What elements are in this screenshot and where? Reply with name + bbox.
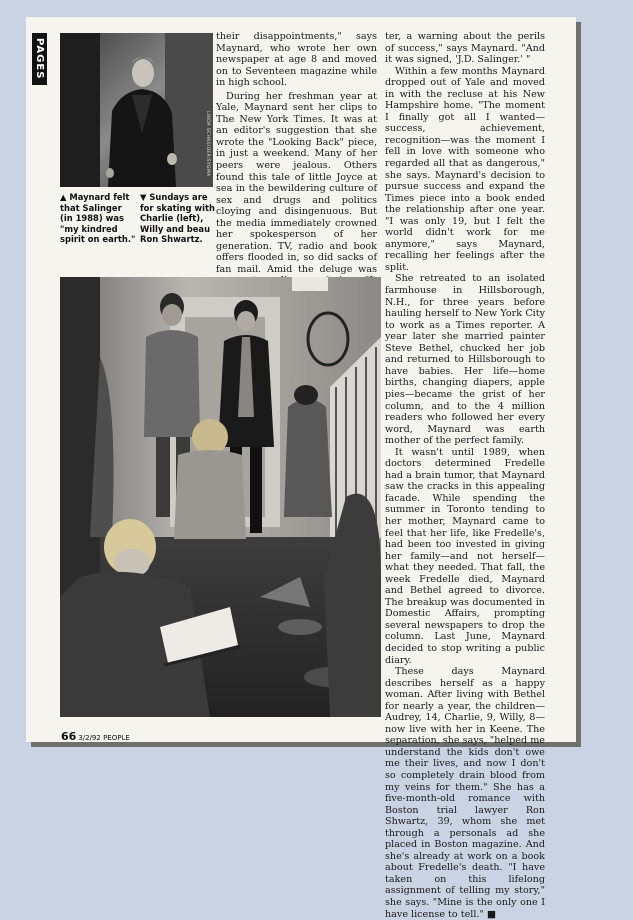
column-3-paragraph-4: It wasn't until 1989, when doctors determined Fredelle had a brain tumor, that Maynard saw the cracks in this appealing facade. While spending the summer in Toronto tending to her mother, Maynard came to feel that her life, like Fredelle's, had been too invested in giving her family—and not herself—what they needed. That fall, the week Fredelle died, Maynard and Bethel agreed to divorce. The breakup was documented in Domestic Affairs, prompting several newspapers to drop the column. Last June, Maynard decided to stop writing a public diary. xyxy=(385,446,545,666)
column-2-paragraph-1: their disappointments," says Maynard, who wrote her own newspaper at age 8 and moved on to Seventeen magazine while in high school. xyxy=(216,31,377,89)
article-column-2 xyxy=(216,31,377,299)
salinger-photo-art xyxy=(60,33,213,187)
family-photo xyxy=(60,277,381,717)
column-3-paragraph-1: ter, a warning about the perils of success," says Maynard. "And it was signed, 'J.D. Salinger.' " xyxy=(385,31,545,66)
caption-right: ▼ Sundays are for skating with Charlie (left), Willy and beau Ron Shwartz. xyxy=(140,192,215,244)
column-2-paragraph-2: During her freshman year at Yale, Maynard sent her clips to The New York Times. It was at an editor's suggestion that she wrote the "Looking Back" piece, in just a weekend. Many of her peers were jealous. Others found this tale of little Joyce at sea in the bewildering culture of sex and drugs and politics cloying and disingenuous. But the media immediately crowned her spokesperson of her generation. TV, radio and book offers flooded in, so did sacks of fan mail. Amid the deluge was xyxy=(216,90,377,275)
magazine-page xyxy=(26,17,576,920)
column-3-paragraph-3: She retreated to an isolated farmhouse in Hillsborough, N.H., for three years before hauling herself to New York City to work as a Times reporter. A year later she married painter Steve Bethel, chucked her job and returned to Hillsborough to have babies. Her life—home births, changing diapers, apple pies—became the grist of her column, and to the 4 million readers who followed her every word, Maynard was earth mother of the perfect family. xyxy=(385,273,545,447)
photo-credit: LINDA SCHNEIDER/SYGMA xyxy=(205,111,210,177)
family-photo-art xyxy=(60,277,381,717)
column-3-paragraph-2: Within a few months Maynard dropped out of Yale and moved in with the recluse at his New Hampshire home. "The moment I finally got all I wanted—success, achievement, recognition—was the moment I fell in love with someone who regarded all that as dangerous," she says. Maynard's decision to pursue success and expand the Times piece into a book ended the relationship after one year. "I was only 19, but I felt the world didn't work for me anymore," says Maynard, recalling her feelings after the split. xyxy=(385,65,545,273)
article-column-3 xyxy=(385,31,545,920)
salinger-photo xyxy=(60,33,213,187)
column-3-paragraph-5: These days Maynard describes herself as a happy woman. After living with Bethel for nearly a year, the children—Audrey, 14, Charlie, 9, Willy, 8—now live with her in Keene. The separation, she says, "helped me understand the kids don't owe me their lives, and now I don't so completely drain blood from my veins for them." She has a five-month-old romance with Boston trial lawyer Ron Shwartz, 39, whom she met through a personals ad she placed in Boston magazine. And she's already at work on a book about Fredelle's death. "I have taken on this lifelong assignment of telling my story," she says. "Mine is the only one I have license to tell." ■ xyxy=(385,666,545,920)
page-number: 66 xyxy=(61,730,77,743)
caption-left: ▲ Maynard felt that Salinger (in 1988) was "my kindred spirit on earth." xyxy=(60,192,136,244)
page-footer xyxy=(61,725,130,744)
section-tab: PAGES xyxy=(32,33,47,85)
issue-date-source: 3/2/92 PEOPLE xyxy=(78,734,130,742)
